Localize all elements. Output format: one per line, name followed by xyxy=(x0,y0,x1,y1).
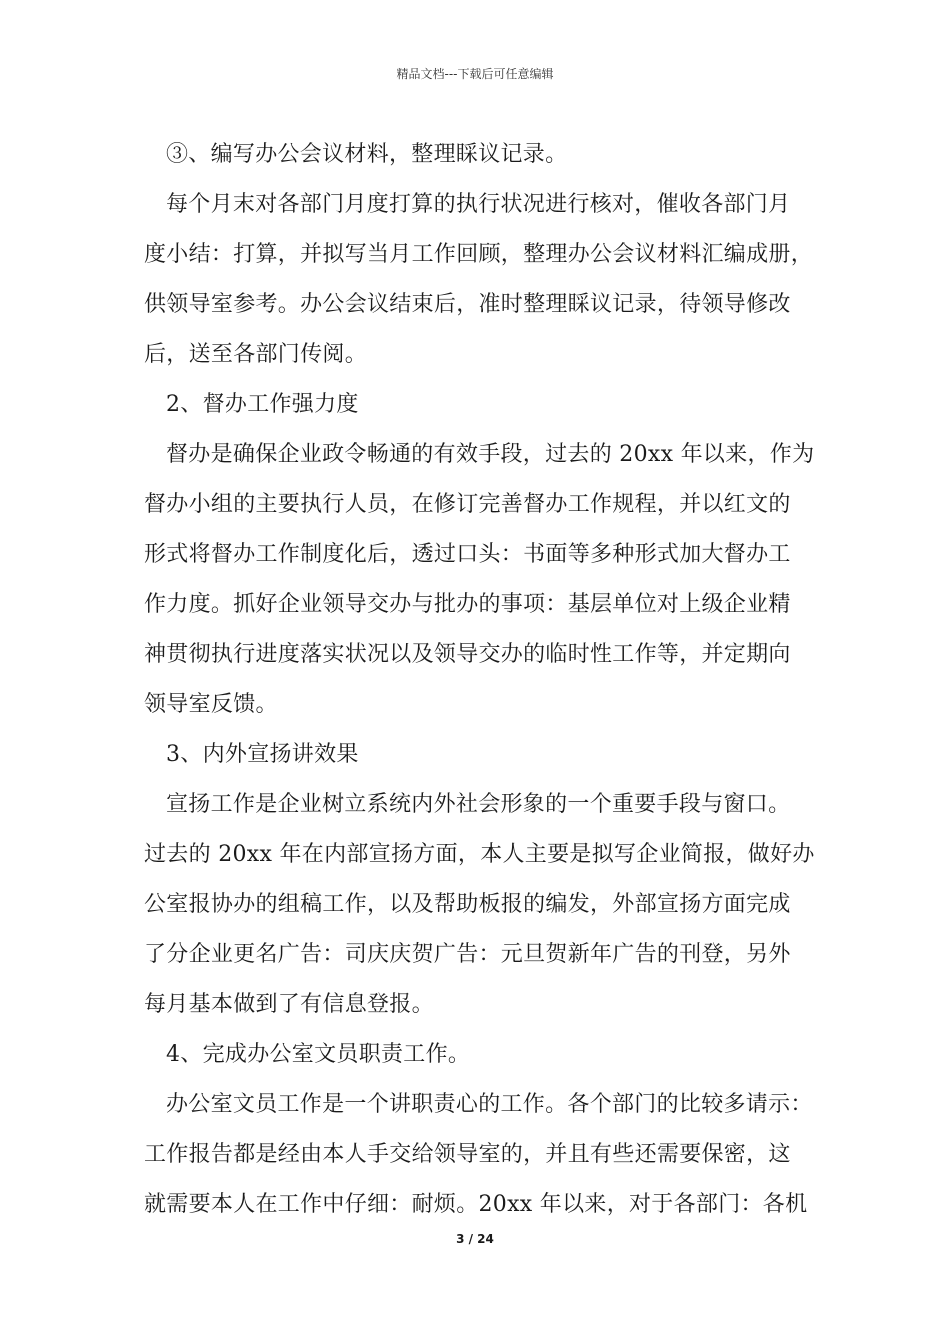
paragraph-line: 过去的 20xx 年在内部宣扬方面，本人主要是拟写企业简报，做好办 xyxy=(144,842,815,867)
paragraph-line: 供领导室参考。办公会议结束后，准时整理睬议记录，待领导修改 xyxy=(144,292,791,317)
paragraph-line: 神贯彻执行进度落实状况以及领导交办的临时性工作等，并定期向 xyxy=(144,642,791,667)
section-heading: 2、督办工作强力度 xyxy=(166,392,359,417)
paragraph-line: 督办是确保企业政令畅通的有效手段，过去的 20xx 年以来，作为 xyxy=(166,442,815,467)
section-heading: 4、完成办公室文员职责工作。 xyxy=(166,1042,471,1067)
paragraph-line: 宣扬工作是企业树立系统内外社会形象的一个重要手段与窗口。 xyxy=(166,792,791,817)
paragraph-line: 就需要本人在工作中仔细：耐烦。20xx 年以来，对于各部门：各机 xyxy=(144,1192,808,1217)
paragraph-line: 形式将督办工作制度化后，透过口头：书面等多种形式加大督办工 xyxy=(144,542,791,567)
paragraph-line: 领导室反馈。 xyxy=(144,692,278,717)
paragraph-line: 度小结：打算，并拟写当月工作回顾，整理办公会议材料汇编成册， xyxy=(144,242,814,267)
paragraph-line: 了分企业更名广告：司庆庆贺广告：元旦贺新年广告的刊登，另外 xyxy=(144,942,791,967)
document-body xyxy=(144,130,824,1230)
paragraph-line: 后，送至各部门传阅。 xyxy=(144,342,368,367)
paragraph-line: 办公室文员工作是一个讲职责心的工作。各个部门的比较多请示： xyxy=(166,1092,813,1117)
paragraph-line: 每月基本做到了有信息登报。 xyxy=(144,992,434,1017)
paragraph-line: 公室报协办的组稿工作，以及帮助板报的编发，外部宣扬方面完成 xyxy=(144,892,791,917)
paragraph-line: 作力度。抓好企业领导交办与批办的事项：基层单位对上级企业精 xyxy=(144,592,791,617)
paragraph-line: 督办小组的主要执行人员，在修订完善督办工作规程，并以红文的 xyxy=(144,492,791,517)
paragraph-line: 每个月末对各部门月度打算的执行状况进行核对，催收各部门月 xyxy=(166,192,791,217)
paragraph-line: ③、编写办公会议材料，整理睬议记录。 xyxy=(166,142,568,167)
section-heading: 3、内外宣扬讲效果 xyxy=(166,742,359,767)
page-number: 3 / 24 xyxy=(456,1232,494,1246)
page-header: 精品文档---下载后可任意编辑 xyxy=(396,67,554,81)
paragraph-line: 工作报告都是经由本人手交给领导室的，并且有些还需要保密，这 xyxy=(144,1142,791,1167)
